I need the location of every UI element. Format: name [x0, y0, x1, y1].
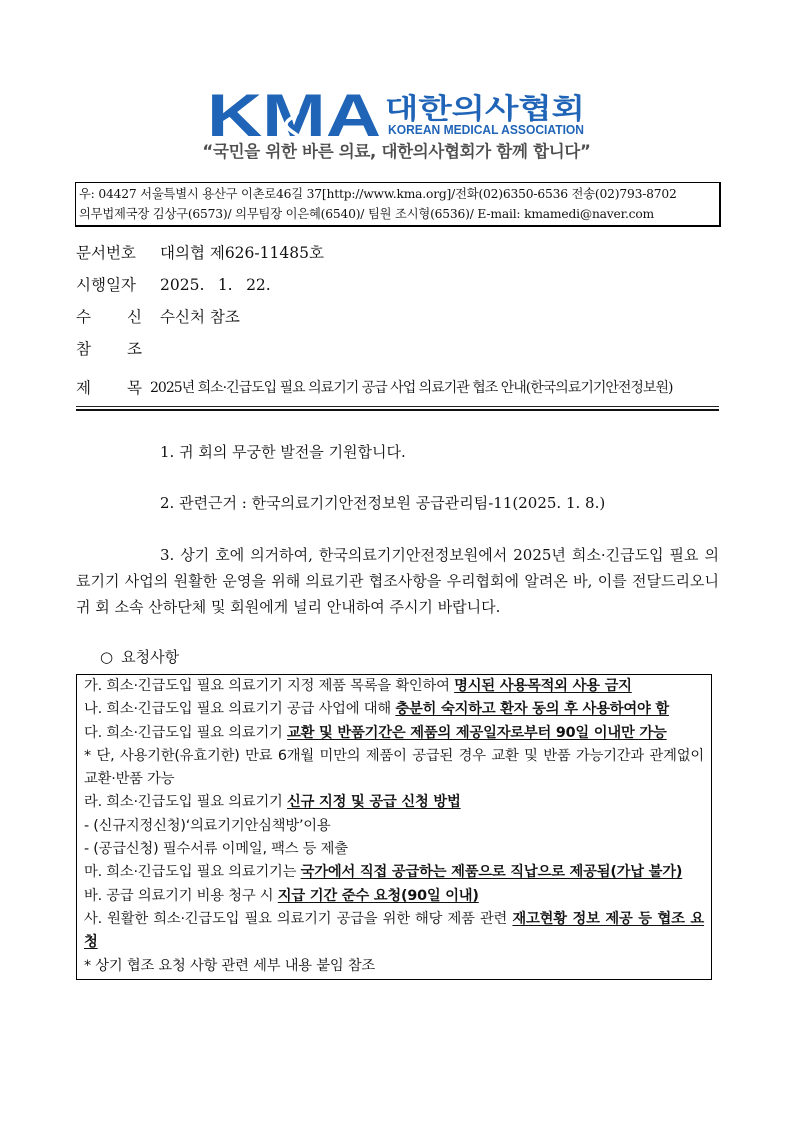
- request-emphasis: 지급 기간 준수 요청(90일 이내): [277, 887, 479, 904]
- org-name-english: KOREAN MEDICAL ASSOCIATION: [388, 123, 584, 137]
- logo-letters: KMA: [207, 85, 381, 143]
- header-divider: [76, 406, 719, 411]
- contact-line: 의무법제국장 김상구(6573)/ 의무팀장 이은혜(6540)/ 팀원 조시형(6536)/ E-mail: kmamedi@naver.com: [79, 207, 655, 221]
- request-text: 다. 희소·긴급도입 필요 의료기기: [84, 724, 283, 741]
- request-text: 사. 원활한 희소·긴급도입 필요 의료기기 공급을 위한 해당 제품 관련: [84, 910, 508, 927]
- request-item: [84, 791, 704, 814]
- request-item: [84, 861, 704, 884]
- paragraph-3: 3. 상기 호에 의거하여, 한국의료기기안전정보원에서 2025년 희소·긴급도입 필요 의료기기 사업의 원활한 운영을 위해 의료기관 협조사항을 우리협회에 알려온 바, 이를 전달드리오니 귀 회 소속 산하단체 및 회원에게 널리 안내하여 주시기 바랍니다.: [76, 546, 719, 616]
- field-value: 2025. 1. 22.: [160, 276, 271, 294]
- field-label: 시행일자: [76, 276, 136, 294]
- request-sub-item: - (공급신청) 필수서류 이메일, 팩스 등 제출: [84, 841, 348, 858]
- field-label: 참 조: [76, 340, 142, 358]
- request-emphasis: 충분히 숙지하고 환자 동의 후 사용하여야 함: [395, 701, 670, 718]
- request-item: [84, 722, 704, 745]
- request-emphasis: 교환 및 반품기간은 제품의 제공일자로부터 90일 이내만 가능: [287, 724, 667, 741]
- field-label: 문서번호: [76, 244, 136, 262]
- request-emphasis: 재고현황 정보 제공 등 협조 요청: [84, 910, 705, 951]
- request-text: 라. 희소·긴급도입 필요 의료기기: [84, 794, 283, 811]
- request-note: * 상기 협조 요청 사항 관련 세부 내용 붙임 참조: [84, 957, 376, 974]
- request-heading-label: 요청사항: [121, 648, 180, 666]
- paragraph-1: 1. 귀 회의 무궁한 발전을 기원합니다.: [160, 443, 406, 461]
- request-text: 가. 희소·긴급도입 필요 의료기기 지정 제품 목록을 확인하여: [84, 678, 450, 694]
- field-value: 대의협 제626-11485호: [160, 244, 324, 262]
- request-item: [84, 885, 704, 908]
- address-line: 우: 04427 서울특별시 용산구 이촌로46길 37[http://www.kma.org]/전화(02)6350-6536 전송(02)793-8702: [79, 187, 677, 201]
- document-content: [76, 237, 719, 980]
- address-box: [75, 182, 721, 227]
- field-reference: [76, 333, 719, 365]
- field-subject: [76, 372, 719, 404]
- request-emphasis: 신규 지정 및 공급 신청 방법: [287, 794, 461, 811]
- kma-logo: [200, 85, 595, 143]
- request-heading: [76, 644, 719, 670]
- field-recipient: [76, 301, 719, 333]
- request-note: * 단, 사용기한(유효기한) 만료 6개월 미만의 제품이 공급된 경우 교환 및 반품 가능기간과 관계없이 교환·반품 가능: [84, 747, 704, 788]
- request-emphasis: 국가에서 직접 공급하는 제품으로 직납으로 제공됨(가납 불가): [300, 864, 683, 881]
- circle-bullet-icon: ○: [100, 648, 114, 666]
- org-name-korean: 대한의사협회: [385, 93, 548, 124]
- field-label: 제 목: [76, 379, 142, 397]
- request-text: 바. 공급 의료기기 비용 청구 시: [84, 887, 274, 904]
- field-value: 수신처 참조: [160, 308, 240, 326]
- paragraph-2: 2. 관련근거 : 한국의료기기안전정보원 공급관리팀-11(2025. 1. 8.): [160, 494, 606, 512]
- slogan: “국민을 위한 바른 의료, 대한의사협회가 함께 합니다”: [202, 142, 591, 161]
- subject-title: 2025년 희소·긴급도입 필요 의료기기 공급 사업 의료기관 협조 안내(한국의료기기안전정보원): [150, 380, 673, 396]
- request-text: 나. 희소·긴급도입 필요 의료기기 공급 사업에 대해: [84, 701, 391, 718]
- field-effective-date: [76, 269, 719, 301]
- request-item: [84, 675, 704, 698]
- request-box: [76, 674, 712, 980]
- request-item: [84, 698, 704, 721]
- request-item: [84, 908, 704, 955]
- request-sub-item: - (신규지정신청)‘의료기기안심책방’이용: [84, 817, 331, 834]
- request-text: 마. 희소·긴급도입 필요 의료기기는: [84, 864, 297, 881]
- request-emphasis: 명시된 사용목적외 사용 금지: [454, 678, 632, 694]
- field-document-number: [76, 237, 719, 269]
- field-label: 수 신: [76, 308, 142, 326]
